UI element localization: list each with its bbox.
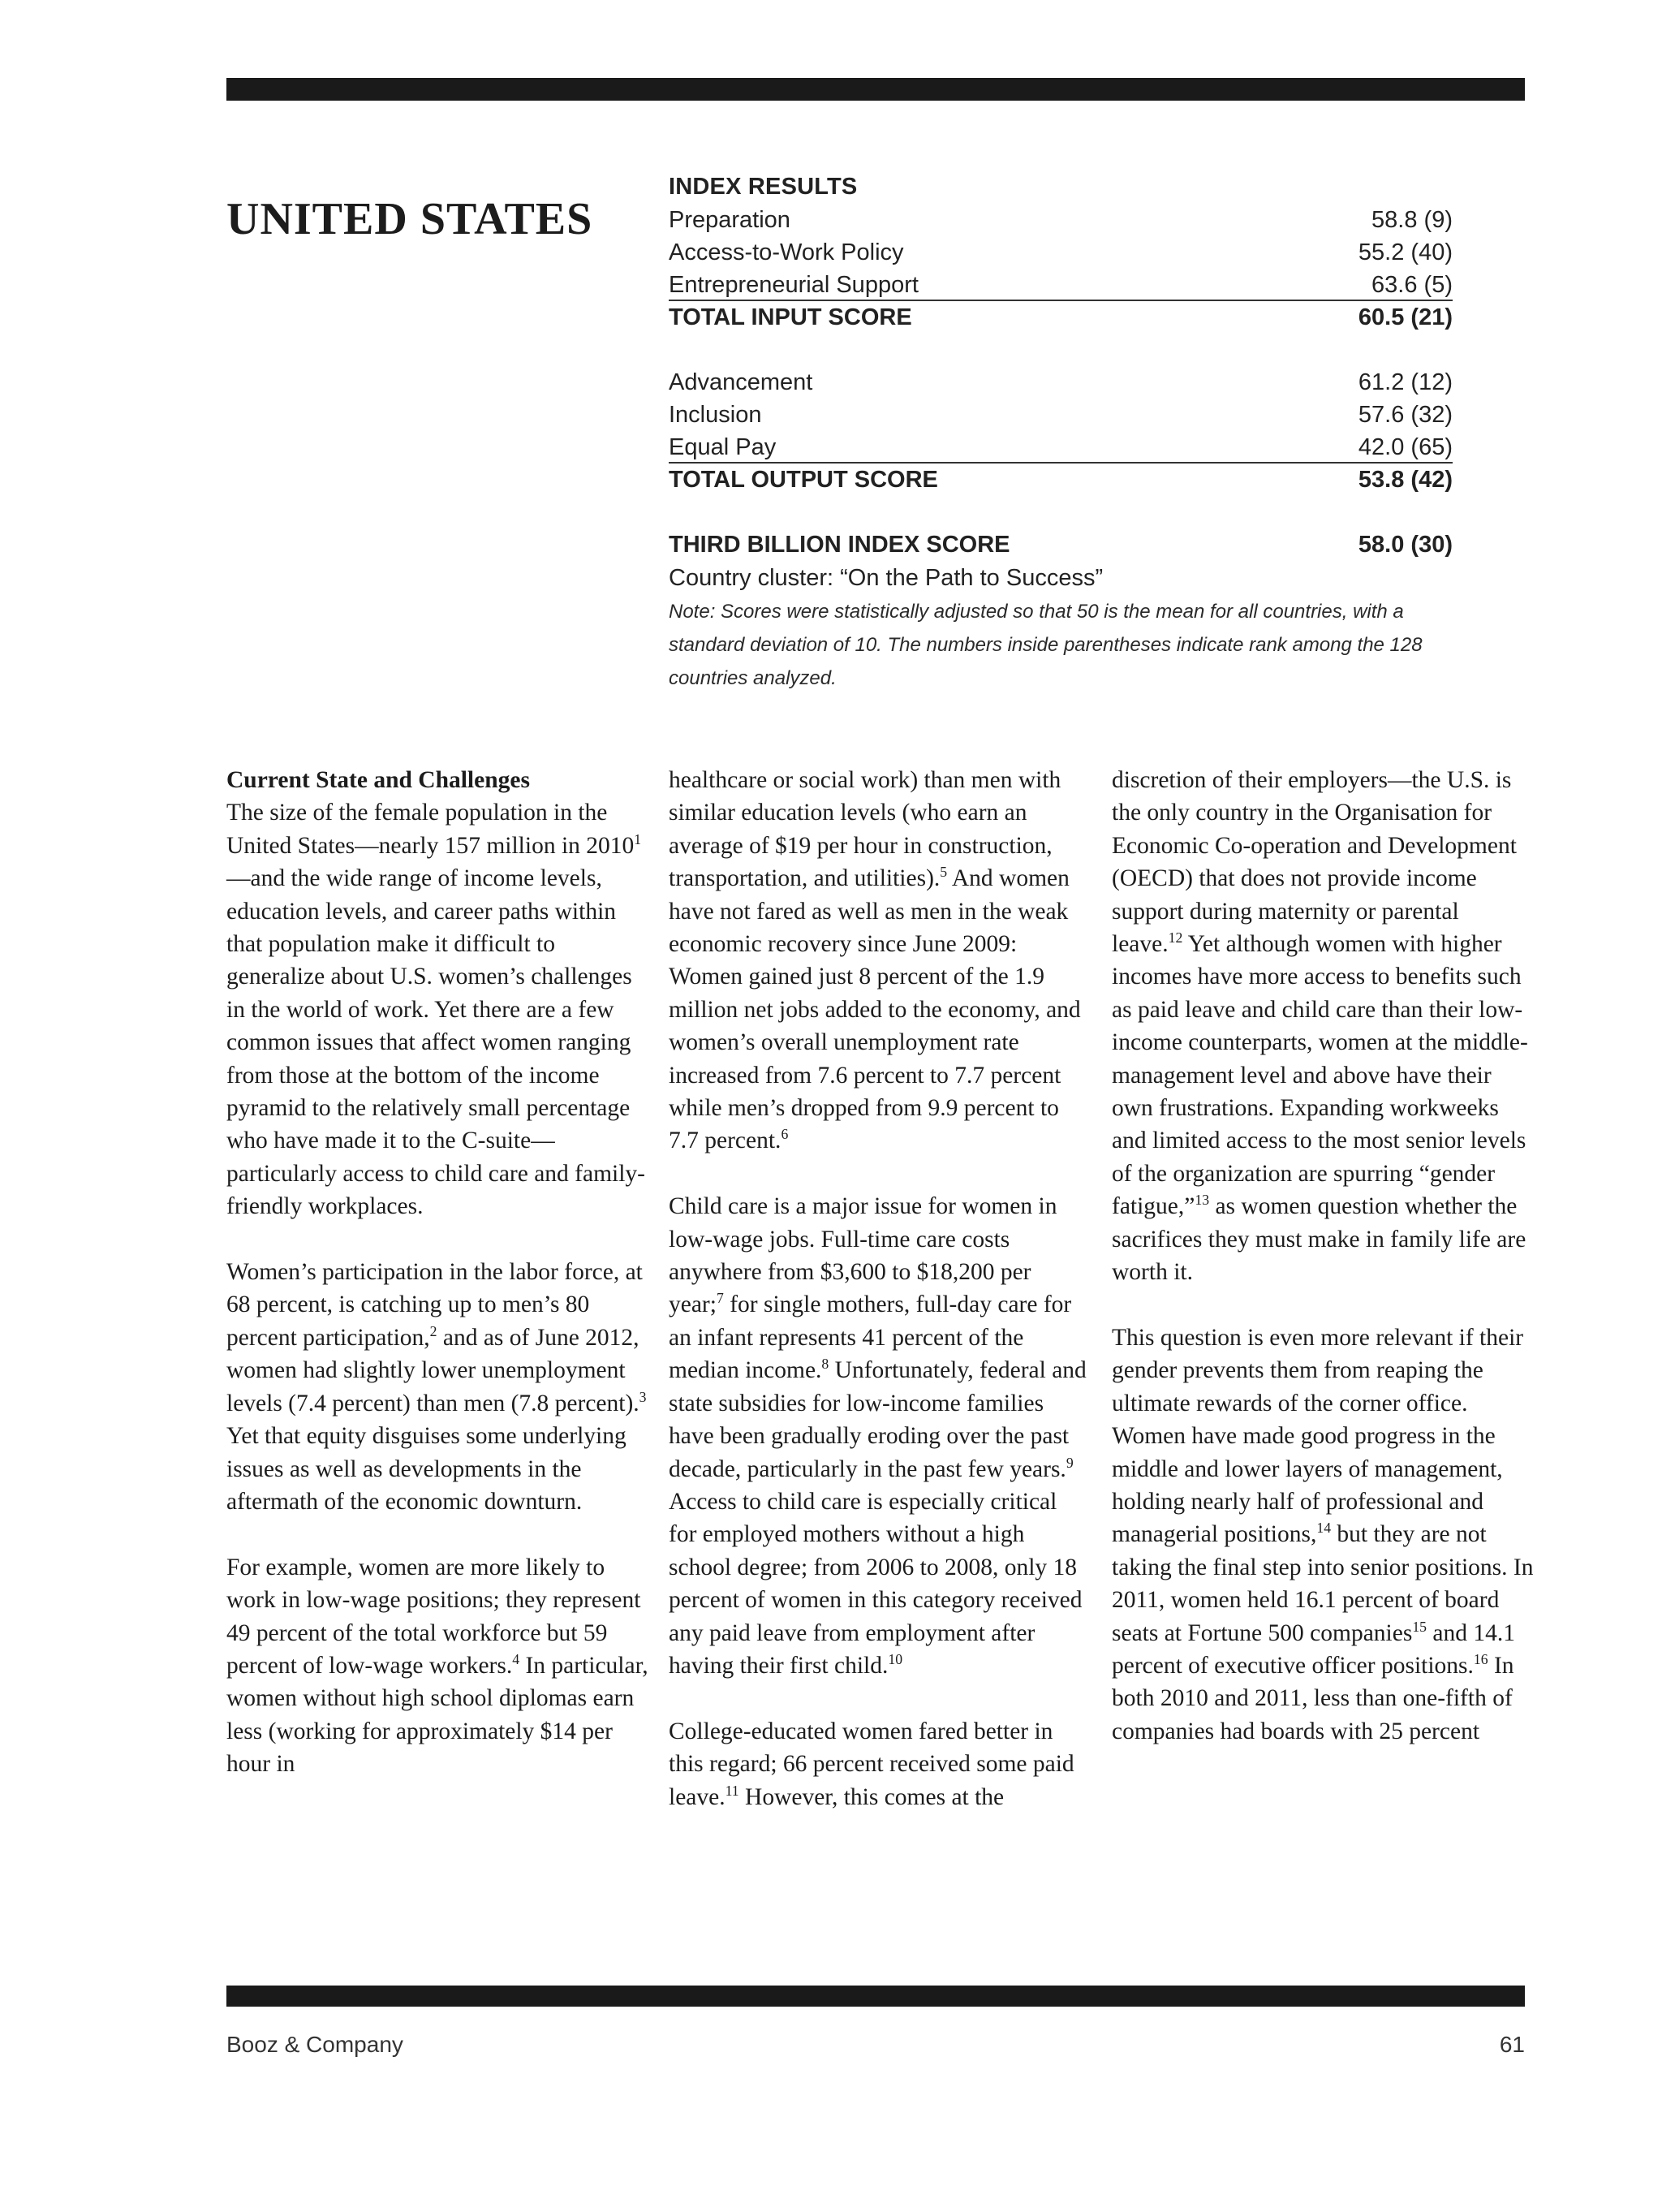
footnote-marker: 3 bbox=[639, 1388, 647, 1405]
paragraph-text: College-educated women fared better in this regard; 66 percent received some paid leave. bbox=[669, 1718, 1074, 1810]
paragraph-text: and as of June 2012, women had slightly lower unemployment levels (7.4 percent) than men (7.8 percent). bbox=[226, 1324, 639, 1416]
paragraph-text: and 14.1 percent of executive officer positions. bbox=[1112, 1619, 1515, 1679]
paragraph bbox=[1112, 764, 1534, 1289]
index-row-label: Advancement bbox=[669, 369, 813, 395]
index-row bbox=[669, 204, 1453, 236]
index-row-value: 42.0 (65) bbox=[1358, 434, 1453, 460]
paragraph bbox=[669, 764, 1091, 1158]
paragraph-text: Child care is a major issue for women in low-wage jobs. Full-time care costs anywhere from $3,600 to $18,200 per year; bbox=[669, 1193, 1057, 1318]
index-row-value: 58.8 (9) bbox=[1371, 207, 1453, 233]
footnote-marker: 1 bbox=[634, 830, 642, 847]
paragraph-text: discretion of their employers—the U.S. is the only country in the Organisation for Economic Co-operation and Development (OECD) that does not provide income support during maternity or parental leave. bbox=[1112, 767, 1517, 958]
paragraph-text: Unfortunately, federal and state subsidies for low-income families have been gradually eroding over the past decade, particularly in the past few years. bbox=[669, 1357, 1087, 1482]
index-row-value: 55.2 (40) bbox=[1358, 239, 1453, 265]
text-column-2 bbox=[669, 764, 1091, 1846]
third-billion-label: THIRD BILLION INDEX SCORE bbox=[669, 532, 1010, 558]
paragraph-text: In both 2010 and 2011, less than one-fifth of companies had boards with 25 percent bbox=[1112, 1652, 1514, 1744]
paragraph-text: This question is even more relevant if their gender prevents them from reaping the ultimate rewards of the corner office. Women have made good progress in the middle and lower layers of management, holding nearly half of professional and managerial positions, bbox=[1112, 1324, 1524, 1548]
paragraph bbox=[1112, 1322, 1534, 1748]
footnote-marker: 13 bbox=[1195, 1192, 1210, 1209]
paragraph-text: However, this comes at the bbox=[738, 1783, 1005, 1810]
footnote-marker: 6 bbox=[781, 1126, 789, 1143]
column-paragraphs bbox=[1112, 764, 1534, 1748]
third-billion-value: 58.0 (30) bbox=[1358, 532, 1453, 558]
total-output-value: 53.8 (42) bbox=[1358, 467, 1453, 493]
page-number: 61 bbox=[1499, 2032, 1525, 2057]
paragraph bbox=[226, 1256, 648, 1518]
index-row-label: Entrepreneurial Support bbox=[669, 272, 919, 298]
footnote-marker: 8 bbox=[821, 1356, 829, 1373]
total-input-row bbox=[669, 301, 1453, 334]
column-paragraphs bbox=[226, 796, 648, 1780]
paragraph-text: In particular, women without high school diplomas earn less (working for approximately $14 per hour in bbox=[226, 1652, 648, 1778]
index-row-label: Preparation bbox=[669, 207, 790, 233]
footnote-marker: 7 bbox=[716, 1290, 724, 1307]
paragraph-text: Access to child care is especially critical for employed mothers without a high school degree; from 2006 to 2008, only 18 percent of women in this category received any paid leave from employment after having their first child. bbox=[669, 1488, 1083, 1679]
paragraph bbox=[669, 1715, 1091, 1813]
index-row-label: Access-to-Work Policy bbox=[669, 239, 904, 265]
footnote-marker: 11 bbox=[725, 1782, 739, 1799]
body-text bbox=[226, 764, 1534, 1852]
total-output-row bbox=[669, 464, 1453, 496]
text-column-1 bbox=[226, 764, 648, 1813]
footnote-marker: 12 bbox=[1168, 929, 1183, 946]
paragraph bbox=[669, 1190, 1091, 1682]
footnote-marker: 10 bbox=[888, 1651, 903, 1668]
index-note: Note: Scores were statistically adjusted so that 50 is the mean for all countries, with a standard deviation of 10. The numbers inside parentheses indicate rank among the 128 countries analyzed. bbox=[669, 601, 1423, 689]
footnote-marker: 5 bbox=[940, 864, 948, 881]
section-heading: Current State and Challenges bbox=[226, 767, 530, 793]
paragraph-text: Yet that equity disguises some underlying issues as well as developments in the aftermath of the economic downturn. bbox=[226, 1423, 626, 1515]
paragraph-text: Yet although women with higher incomes have more access to benefits such as paid leave and child care than their low-income counterparts, women at the middle-management level and above have their own frustrations. Expanding workweeks and limited access to the most senior levels of the organization are spurring “gender fatigue,” bbox=[1112, 931, 1528, 1220]
paragraph-text: healthcare or social work) than men with similar education levels (who earn an average of $19 per hour in construction, transportation, and utilities). bbox=[669, 767, 1061, 892]
index-row-label: Inclusion bbox=[669, 402, 762, 428]
index-heading: INDEX RESULTS bbox=[669, 174, 858, 200]
footnote-marker: 15 bbox=[1412, 1618, 1427, 1635]
paragraph-text: as women question whether the sacrifices they must make in family life are worth it. bbox=[1112, 1193, 1526, 1286]
country-cluster: Country cluster: “On the Path to Success” bbox=[669, 565, 1104, 591]
index-row-label: Equal Pay bbox=[669, 434, 777, 460]
index-row-value: 63.6 (5) bbox=[1371, 272, 1453, 298]
paragraph-text: but they are not taking the final step into senior positions. In 2011, women held 16.1 percent of board seats at Fortune 500 companies bbox=[1112, 1521, 1534, 1646]
paragraph-text: Women’s participation in the labor force, at 68 percent, is catching up to men’s 80 percent participation, bbox=[226, 1259, 643, 1351]
index-row bbox=[669, 431, 1453, 464]
footnote-marker: 14 bbox=[1316, 1520, 1332, 1537]
text-column-3 bbox=[1112, 764, 1534, 1781]
footnote-marker: 9 bbox=[1066, 1454, 1074, 1471]
total-output-label: TOTAL OUTPUT SCORE bbox=[669, 467, 938, 493]
page-title: UNITED STATES bbox=[226, 193, 593, 244]
index-row bbox=[669, 366, 1453, 399]
paragraph-text: The size of the female population in the United States—nearly 157 million in 2010 bbox=[226, 800, 635, 859]
footnote-marker: 16 bbox=[1473, 1651, 1488, 1668]
index-row-value: 61.2 (12) bbox=[1358, 369, 1453, 395]
index-row-value: 57.6 (32) bbox=[1358, 402, 1453, 428]
paragraph bbox=[226, 796, 648, 1222]
paragraph-text: —and the wide range of income levels, education levels, and career paths within that population make it difficult to generalize about U.S. women’s challenges in the world of work. Yet there are a few common issues that affect women ranging from those at the bottom of the income pyramid to the relatively small percentage who have made it to the C-suite—particularly access to child care and family-friendly workplaces. bbox=[226, 865, 646, 1220]
bottom-rule bbox=[226, 1986, 1525, 2007]
index-row bbox=[669, 269, 1453, 301]
paragraph-text: for single mothers, full-day care for an infant represents 41 percent of the median income. bbox=[669, 1291, 1072, 1384]
index-row bbox=[669, 236, 1453, 269]
index-results-table bbox=[669, 170, 1453, 695]
column-paragraphs bbox=[669, 764, 1091, 1813]
paragraph bbox=[226, 1551, 648, 1781]
paragraph-text: And women have not fared as well as men in the weak economic recovery since June 2009: Women gained just 8 percent of the 1.9 million net jobs added to the economy, and women’s overall unemployment rate increased from 7.6 percent to 7.7 percent while men’s dropped from 9.9 percent to 7.7 percent. bbox=[669, 865, 1081, 1154]
total-input-label: TOTAL INPUT SCORE bbox=[669, 304, 912, 330]
footnote-marker: 4 bbox=[512, 1651, 520, 1668]
index-row bbox=[669, 399, 1453, 431]
paragraph-text: For example, women are more likely to work in low-wage positions; they represent 49 percent of the total workforce but 59 percent of low-wage workers. bbox=[226, 1554, 641, 1679]
top-rule bbox=[226, 78, 1525, 101]
footer-publisher: Booz & Company bbox=[226, 2032, 403, 2057]
footnote-marker: 2 bbox=[429, 1323, 437, 1340]
total-input-value: 60.5 (21) bbox=[1358, 304, 1453, 330]
third-billion-row bbox=[669, 528, 1453, 561]
